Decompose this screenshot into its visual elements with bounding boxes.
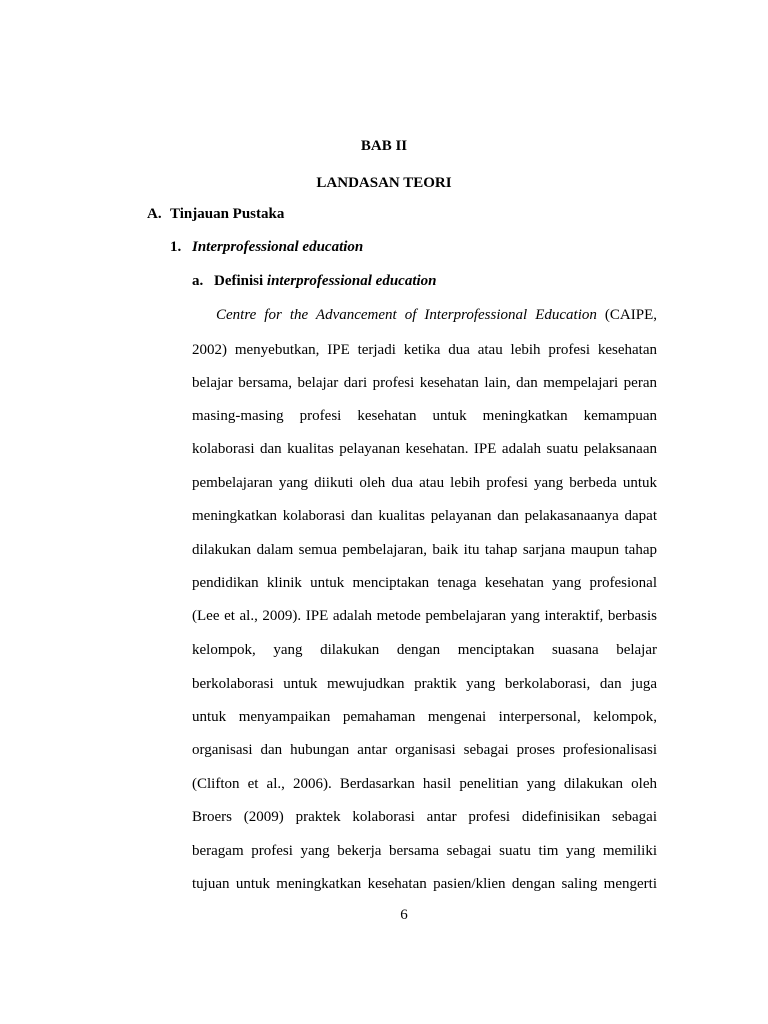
subsection-title: Interprofessional education bbox=[192, 239, 364, 255]
paragraph-first-line-italic: Centre for the Advancement of Interprofessional Education bbox=[216, 307, 597, 323]
section-title: Tinjauan Pustaka bbox=[170, 206, 285, 222]
subsection-heading bbox=[170, 238, 363, 256]
section-marker: A. bbox=[147, 206, 162, 222]
paragraph-line: kolaborasi dan kualitas pelayanan kesehatan. IPE adalah suatu pelaksanaan bbox=[192, 441, 657, 457]
paragraph-line: pendidikan klinik untuk menciptakan tenaga kesehatan yang profesional bbox=[192, 575, 657, 591]
paragraph-line: kelompok, yang dilakukan dengan menciptakan suasana belajar bbox=[192, 642, 657, 658]
page-number: 6 bbox=[400, 907, 408, 923]
chapter-title: LANDASAN TEORI bbox=[316, 175, 452, 191]
paragraph-line: (Clifton et al., 2006). Berdasarkan hasil penelitian yang dilakukan oleh bbox=[192, 776, 657, 792]
subsubsection-heading bbox=[192, 272, 437, 290]
paragraph-line bbox=[216, 306, 657, 324]
paragraph-line: meningkatkan kolaborasi dan kualitas pelayanan dan pelakasanaanya dapat bbox=[192, 508, 657, 524]
paragraph-line: pembelajaran yang diikuti oleh dua atau lebih profesi yang berbeda untuk bbox=[192, 475, 657, 491]
subsubsection-marker: a. bbox=[192, 273, 204, 289]
paragraph-line: masing-masing profesi kesehatan untuk meningkatkan kemampuan bbox=[192, 408, 657, 424]
paragraph-line: belajar bersama, belajar dari profesi kesehatan lain, dan mempelajari peran bbox=[192, 375, 657, 391]
paragraph-line: berkolaborasi untuk mewujudkan praktik yang berkolaborasi, dan juga bbox=[192, 676, 657, 692]
paragraph-line: tujuan untuk meningkatkan kesehatan pasien/klien dengan saling mengerti bbox=[192, 876, 657, 892]
subsection-marker: 1. bbox=[170, 239, 182, 255]
paragraph-line: Broers (2009) praktek kolaborasi antar profesi didefinisikan sebagai bbox=[192, 809, 657, 825]
paragraph-line: 2002) menyebutkan, IPE terjadi ketika dua atau lebih profesi kesehatan bbox=[192, 342, 657, 358]
subsubsection-title-italic: interprofessional education bbox=[266, 273, 437, 289]
paragraph-line: dilakukan dalam semua pembelajaran, baik itu tahap sarjana maupun tahap bbox=[192, 542, 657, 558]
chapter-heading: BAB II bbox=[360, 138, 408, 154]
paragraph-line: organisasi dan hubungan antar organisasi sebagai proses profesionalisasi bbox=[192, 742, 657, 758]
section-heading bbox=[147, 205, 284, 223]
paragraph-line: beragam profesi yang bekerja bersama sebagai suatu tim yang memiliki bbox=[192, 843, 657, 859]
paragraph-first-line-rest: (CAIPE, bbox=[596, 307, 657, 323]
subsubsection-title-plain: Definisi bbox=[214, 273, 267, 289]
paragraph-line: untuk menyampaikan pemahaman mengenai interpersonal, kelompok, bbox=[192, 709, 657, 725]
paragraph-line: (Lee et al., 2009). IPE adalah metode pembelajaran yang interaktif, berbasis bbox=[192, 608, 657, 624]
